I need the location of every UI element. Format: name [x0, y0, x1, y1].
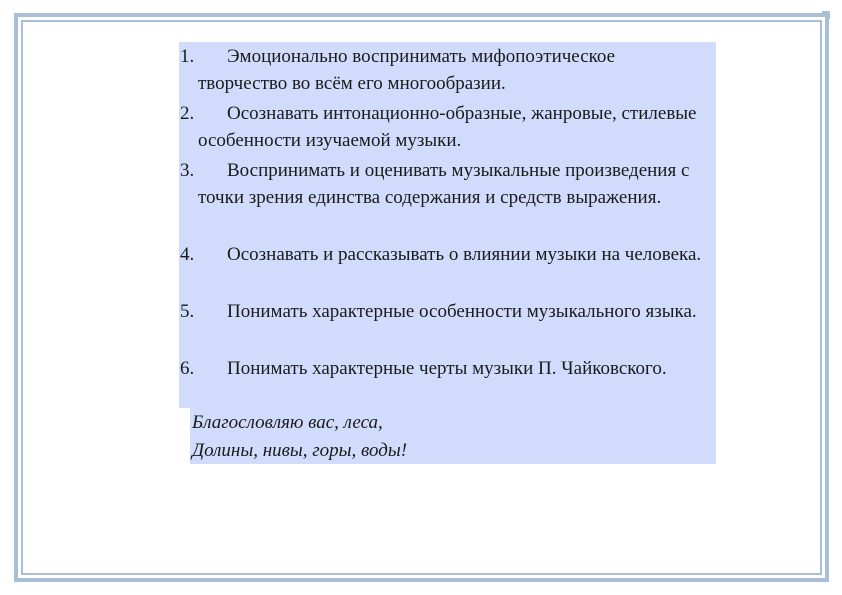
list-item-number: 5. — [180, 301, 195, 322]
quote-line-2: Долины, нивы, горы, воды! — [192, 440, 408, 461]
list-item — [179, 43, 709, 97]
quote-line-1: Благословляю вас, леса, — [192, 412, 383, 433]
list-item-number: 2. — [180, 103, 195, 124]
list-item — [179, 298, 709, 325]
list-item — [179, 100, 709, 154]
list-item-number: 6. — [180, 358, 195, 379]
list-item-number: 1. — [180, 46, 195, 67]
list-item — [179, 355, 709, 382]
poem-quote — [190, 408, 716, 464]
list-item-text: Эмоционально воспринимать мифопоэтическое творчество во всём его многообразии. — [198, 46, 616, 94]
list-item — [179, 241, 709, 268]
list-item-number: 3. — [180, 160, 195, 181]
list-item-text: Осознавать и рассказывать о влиянии музыки на человека. — [227, 244, 702, 265]
objectives-list — [179, 42, 716, 408]
list-item-text: Воспринимать и оценивать музыкальные произведения с точки зрения единства содержания и средств выражения. — [198, 160, 690, 208]
border-corner — [822, 11, 830, 19]
list-item-text: Понимать характерные черты музыки П. Чайковского. — [227, 358, 667, 379]
list-item-number: 4. — [180, 244, 195, 265]
list-item-text: Понимать характерные особенности музыкального языка. — [227, 301, 697, 322]
list-item-text: Осознавать интонационно-образные, жанровые, стилевые особенности изучаемой музыки. — [198, 103, 697, 151]
list-item — [179, 157, 709, 211]
